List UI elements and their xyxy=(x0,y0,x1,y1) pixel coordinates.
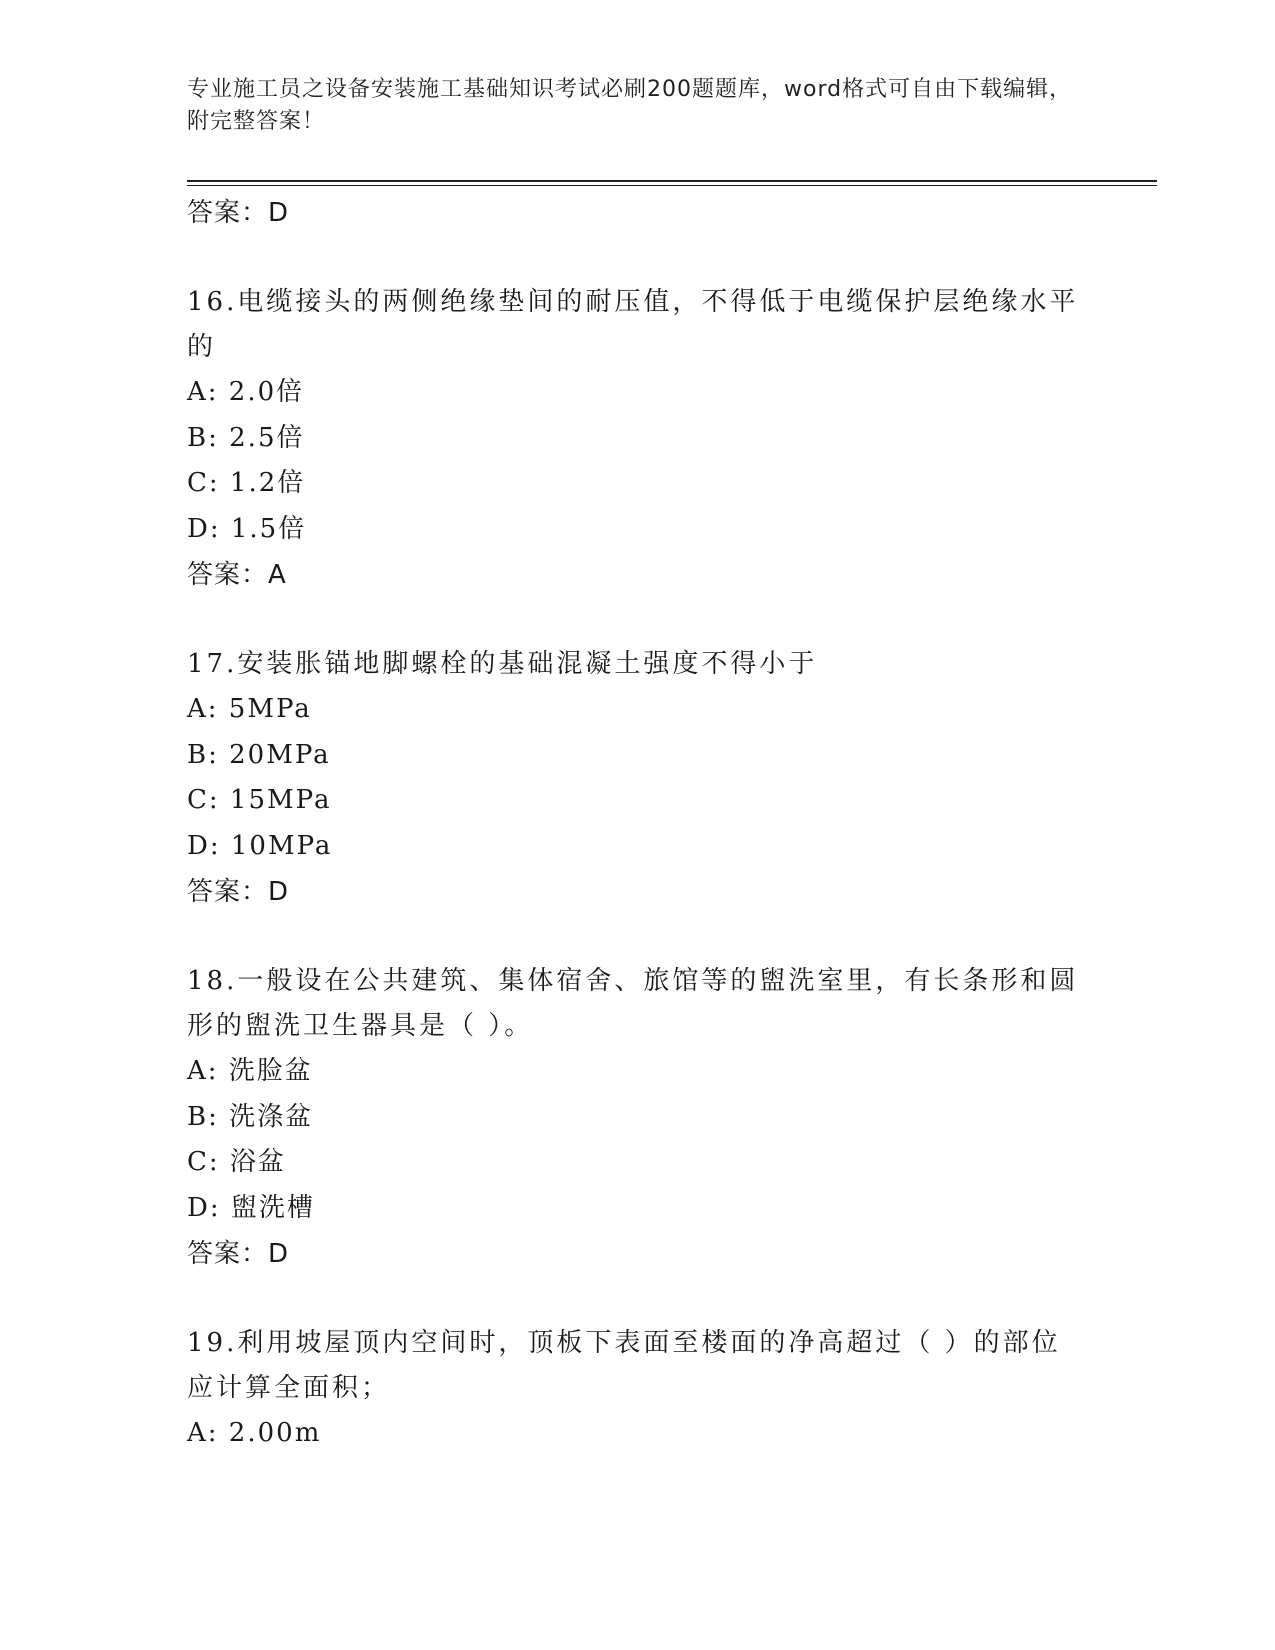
document-header: 专业施工员之设备安装施工基础知识考试必刷200题题库，word格式可自由下载编辑，附完整答案！ xyxy=(187,77,1073,134)
option-a: A: 洗脸盆 xyxy=(187,1056,313,1086)
answer-line: 答案：A xyxy=(187,560,287,590)
option-d: D: 1.5倍 xyxy=(187,513,307,544)
option-d: D: 10MPa xyxy=(187,830,333,861)
option-d: D: 盥洗槽 xyxy=(187,1192,315,1223)
question-block xyxy=(187,642,1157,915)
option-a: A: 2.0倍 xyxy=(187,377,305,407)
question-block xyxy=(187,280,1157,598)
option-b: B: 20MPa xyxy=(187,739,331,770)
question-text: 16.电缆接头的两侧绝缘垫间的耐压值，不得低于电缆保护层绝缘水平的 xyxy=(187,287,1079,362)
option-b: B: 洗涤盆 xyxy=(187,1101,314,1132)
answer-line: 答案：D xyxy=(187,198,290,228)
option-c: C: 15MPa xyxy=(187,785,332,815)
question-block xyxy=(187,1321,1157,1457)
header-rule-thin xyxy=(187,185,1157,186)
question-text: 18.一般设在公共建筑、集体宿舍、旅馆等的盥洗室里，有长条形和圆形的盥洗卫生器具是（ ）。 xyxy=(187,966,1079,1041)
option-c: C: 浴盆 xyxy=(187,1147,286,1177)
question-block xyxy=(187,959,1157,1277)
header-rule-thick xyxy=(187,180,1157,182)
answer-line: 答案：D xyxy=(187,877,290,907)
document-body xyxy=(187,190,1157,1457)
option-c: C: 1.2倍 xyxy=(187,468,306,498)
answer-line: 答案：D xyxy=(187,1239,290,1269)
option-a: A: 5MPa xyxy=(187,694,312,724)
question-text: 19.利用坡屋顶内空间时，顶板下表面至楼面的净高超过（ ）的部位应计算全面积； xyxy=(187,1328,1061,1403)
question-text: 17.安装胀锚地脚螺栓的基础混凝土强度不得小于 xyxy=(187,649,818,679)
option-a: A: 2.00m xyxy=(187,1418,322,1448)
option-b: B: 2.5倍 xyxy=(187,422,305,453)
